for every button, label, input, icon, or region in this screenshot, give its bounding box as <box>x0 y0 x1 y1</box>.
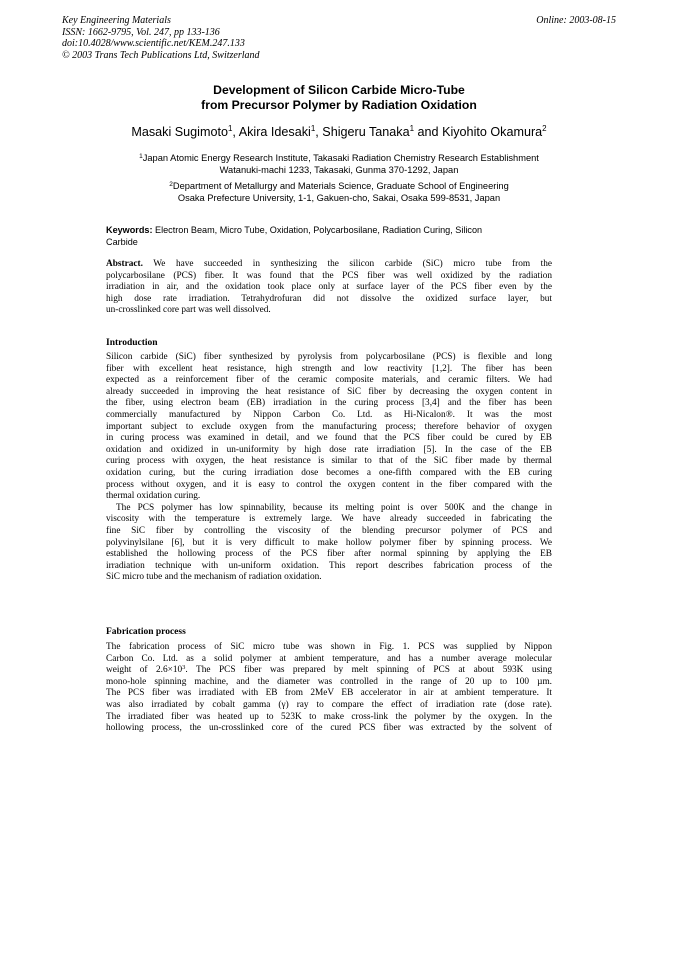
author-separator: , <box>232 125 239 139</box>
abstract-line <box>106 259 552 271</box>
body-line: Carbon Co. Ltd. as a solid polymer at ambient temperature, and has a number average molecular <box>106 653 552 664</box>
body-line: The fabrication process of SiC micro tube was shown in Fig. 1. PCS was supplied by Nippon <box>106 642 552 652</box>
doi-line: doi:10.4028/www.scientific.net/KEM.247.133 <box>62 38 245 50</box>
body-line: in curing process was examined in detail, and we found that the PCS fiber could be cured by EB <box>106 433 552 444</box>
keywords-label: Keywords: <box>106 225 153 235</box>
body-line: The PCS fiber was irradiated with EB from 2MeV EB accelerator in air at ambient temperature. It <box>106 688 552 699</box>
fabrication-body <box>106 642 552 735</box>
body-line: hollowing process, the un-crosslinked core of the cured PCS fiber was extracted by the solvent of <box>106 723 552 734</box>
body-line: oxidation and oxidized in un-uniformity by high dose rate irradiation [5]. In the case of the EB <box>106 444 552 455</box>
exponent: 3 <box>182 665 186 672</box>
body-line: oxidation curing, but the curing irradiation dose becomes a one-fifth compared with the EB curing <box>106 467 552 478</box>
abstract-label: Abstract. <box>106 259 143 269</box>
fabrication-heading: Fabrication process <box>106 627 186 637</box>
body-line: irradiation technique with un-uniform oxidation. This report describes fabrication process of the <box>106 560 552 571</box>
author-affiliation-mark: 1 <box>409 124 415 133</box>
introduction-body <box>106 352 552 584</box>
journal-name: Key Engineering Materials <box>62 15 171 26</box>
body-line: already succeeded in improving the heat resistance of SiC fiber by decreasing the oxygen content in <box>106 386 552 397</box>
author-affiliation-mark: 2 <box>542 124 547 133</box>
issn-line: ISSN: 1662-9795, Vol. 247, pp 133-136 <box>62 26 220 38</box>
body-line: established the hollowing process of the PCS fiber after normal spinning by applying the EB <box>106 549 552 560</box>
body-line: was also irradiated by cobalt gamma (γ) ray to compare the effect of irradiation rate (dose rate). <box>106 699 552 710</box>
affiliation-2 <box>0 180 678 204</box>
affiliation-1-line-1: Japan Atomic Energy Research Institute, Takasaki Radiation Chemistry Research Establishment <box>142 153 539 163</box>
body-line: SiC micro tube and the mechanism of radiation oxidation. <box>106 572 322 583</box>
body-text: . The PCS fiber was prepared by melt spinning of PCS at about 593K using <box>185 665 552 676</box>
affiliation-1 <box>0 152 678 176</box>
abstract-line-text: We have succeeded in synthesizing the silicon carbide (SiC) micro tube from the <box>142 259 552 269</box>
paper-title <box>0 83 678 113</box>
online-date: Online: 2003-08-15 <box>536 15 616 26</box>
body-line: mono-hole spinning machine, and the diameter was controlled in the range of 20 up to 100 µm. <box>106 676 552 687</box>
citation-header <box>62 15 260 61</box>
author-separator: and <box>414 125 443 139</box>
author-name: Kiyohito Okamura <box>442 125 543 139</box>
keywords-line-2: Carbide <box>106 237 138 248</box>
body-line: thermal oxidation curing. <box>106 491 201 502</box>
body-line: commercially manufactured by Nippon Carbon Co. Ltd. as Hi-Nicalon®. It was the most <box>106 409 552 420</box>
body-line: process without oxygen, and it is easy to control the oxygen content in the fiber compared with the <box>106 479 552 490</box>
introduction-heading: Introduction <box>106 338 158 348</box>
body-line: fiber with excellent heat resistance, high strength and low reactivity [1,2]. The fiber has been <box>106 363 552 374</box>
title-line-2: from Precursor Polymer by Radiation Oxidation <box>201 98 477 112</box>
body-text: weight of 2.6×10 <box>106 665 183 676</box>
keywords-block <box>106 224 558 249</box>
affiliation-mark: 2 <box>169 181 173 188</box>
copyright-line: © 2003 Trans Tech Publications Ltd, Switzerland <box>62 49 260 61</box>
body-line: important subject to exclude oxygen from the manufacturing process; therefore behavior of oxygen <box>106 421 552 432</box>
affiliation-mark: 1 <box>139 153 143 160</box>
affiliation-2-line-1: Department of Metallurgy and Materials Science, Graduate School of Engineering <box>172 181 509 191</box>
author-name: Shigeru Tanaka <box>322 125 410 139</box>
body-line: The irradiated fiber was heated up to 523K to make cross-link the polymer by the oxygen. In the <box>106 711 552 722</box>
keywords-line-1: Electron Beam, Micro Tube, Oxidation, Polycarbosilane, Radiation Curing, Silicon <box>152 225 483 235</box>
body-line: fine SiC fiber by controlling the viscosity of the blending precursor polymer of PCS and <box>106 525 552 536</box>
affiliation-2-line-2: Osaka Prefecture University, 1-1, Gakuen-cho, Sakai, Osaka 599-8531, Japan <box>177 193 501 204</box>
author-name: Akira Idesaki <box>238 125 311 139</box>
author-name: Masaki Sugimoto <box>131 125 228 139</box>
body-line: polyvinylsilane [6], but it is very difficult to make hollow polymer fiber by spinning process. We <box>106 537 552 548</box>
title-line-1: Development of Silicon Carbide Micro-Tube <box>213 83 465 97</box>
abstract-line: un-crosslinked core part was well dissolved. <box>106 305 271 316</box>
author-affiliation-mark: 1 <box>310 124 316 133</box>
body-line: curing process with oxygen, the heat resistance is similar to that of the SiC fiber made by thermal <box>106 456 552 467</box>
abstract-line: high dose rate irradiation. Tetrahydrofuran did not dissolve the oxidized surface layer, but <box>106 293 552 304</box>
affiliation-1-line-2: Watanuki-machi 1233, Takasaki, Gunma 370-1292, Japan <box>219 165 459 176</box>
author-list <box>0 125 678 139</box>
abstract-line: irradiation in air, and the oxidation took place only at surface layer of the PCS fiber even by the <box>106 282 552 293</box>
abstract-line: polycarbosilane (PCS) fiber. It was found that the PCS fiber was well oxidized by the radiation <box>106 270 552 281</box>
abstract-block <box>106 259 552 317</box>
body-line: the fiber, using electron beam (EB) irradiation in the curing process [3,4] and the fiber has been <box>106 398 552 409</box>
body-line: Silicon carbide (SiC) fiber synthesized by pyrolysis from polycarbosilane (PCS) is flexible and long <box>106 352 552 362</box>
body-line: The PCS polymer has low spinnability, because its melting point is over 500K and the change in <box>116 502 552 513</box>
body-line: expected as a reinforcement fiber of the ceramic composite materials, and ceramic filters. We had <box>106 375 552 386</box>
body-line <box>106 665 552 677</box>
body-line: viscosity with the temperature is extremely large. We have already succeeded in fabricating the <box>106 514 552 525</box>
author-separator: , <box>315 125 323 139</box>
author-affiliation-mark: 1 <box>227 124 233 133</box>
